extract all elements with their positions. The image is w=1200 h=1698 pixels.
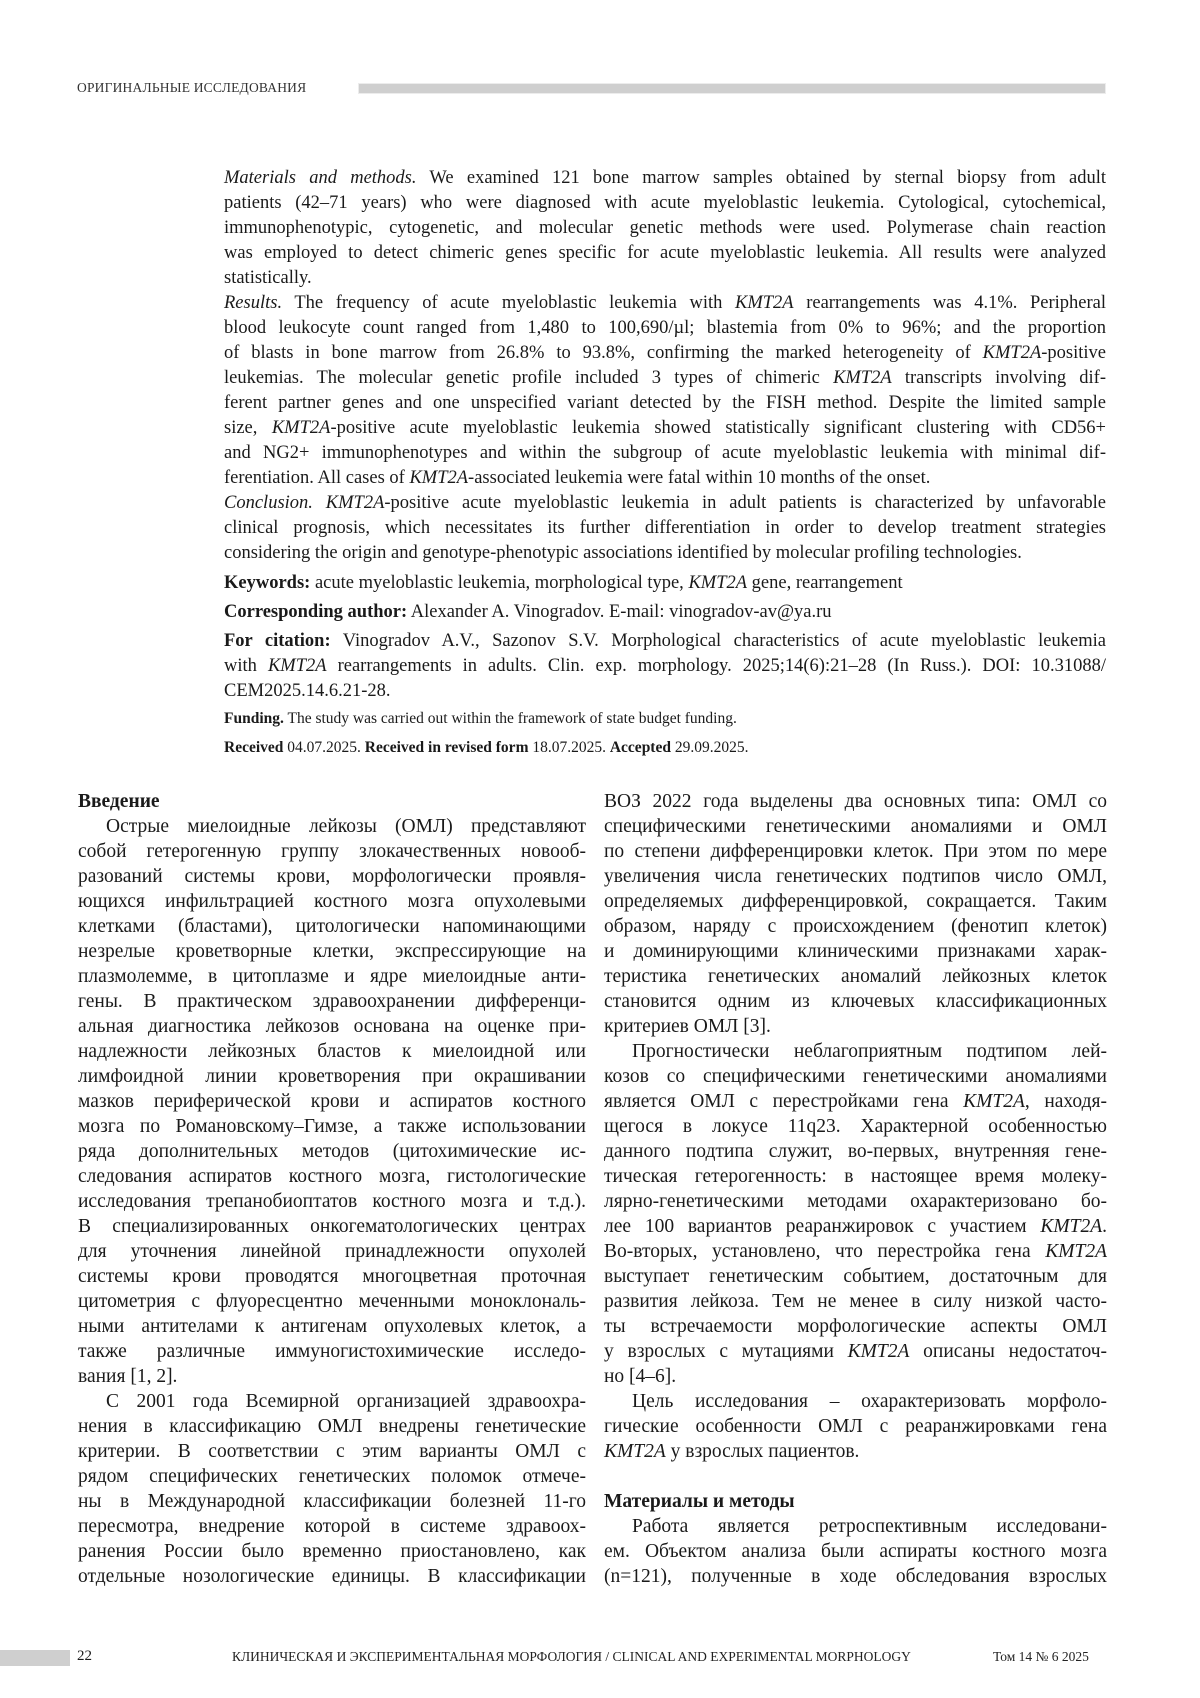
text-line (224, 291, 1106, 316)
body-column-left (78, 789, 586, 1589)
section-heading: Материалы и методы (604, 1489, 1107, 1514)
text-run: отдельные нозологические единицы. В классификации (78, 1566, 586, 1587)
page-number: 22 (77, 1648, 92, 1665)
text-run: по степени дифференцировки клеток. При этом по мере (604, 841, 1107, 862)
text-run: The study was carried out within the framework of state budget funding. (284, 710, 737, 727)
text-line (78, 839, 586, 864)
text-line (224, 466, 1106, 491)
italic-run: KMT2A (268, 656, 327, 676)
corresponding-author (224, 600, 1106, 625)
text-run: gene, rearrangement (747, 573, 903, 593)
italic-run: Materials and methods. (224, 168, 417, 188)
text-run: но [4–6]. (604, 1366, 676, 1387)
text-run: вания [1, 2]. (78, 1366, 177, 1387)
bold-run: For citation: (224, 631, 331, 651)
text-run: мозга по Романовскому–Гимзе, а также использовании (78, 1116, 586, 1137)
text-run: blood leukocyte count ranged from 1,480 to 100,690/µl; blastemia from 0% to 96%; and the proportion (224, 318, 1106, 338)
text-run: у взрослых с мутациями (604, 1341, 848, 1362)
text-run: acute myeloblastic leukemia, morphological type, (310, 573, 688, 593)
paragraph (604, 789, 1107, 1039)
text-run: ferent partner genes and one unspecified variant detected by the FISH method. Despite the limited sample (224, 393, 1106, 413)
text-line (224, 241, 1106, 266)
text-run: альная диагностика лейкозов основана на оценке при- (78, 1016, 586, 1037)
text-run: rearrangements was 4.1%. Peripheral (794, 293, 1106, 313)
text-run: with (224, 656, 268, 676)
text-line (604, 964, 1107, 989)
text-line (224, 516, 1106, 541)
text-line (604, 1339, 1107, 1364)
italic-run: KMT2A (604, 1441, 666, 1462)
text-run: разований системы крови, морфологически проявля- (78, 866, 586, 887)
text-line (224, 341, 1106, 366)
text-line (78, 1314, 586, 1339)
text-line (224, 629, 1106, 654)
text-run: ными антителами к антигенам опухолевых клеток, а (78, 1316, 586, 1337)
text-run: лярно-генетическими методами охарактеризовано бо- (604, 1191, 1107, 1212)
text-line (78, 1439, 586, 1464)
text-run: надлежности лейкозных бластов к миелоидной или (78, 1041, 586, 1062)
text-run: теристика генетических аномалий лейкозных клеток (604, 966, 1107, 987)
text-run: мазков периферической крови и аспиратов костного (78, 1091, 586, 1112)
text-line (78, 914, 586, 939)
text-line (224, 704, 1106, 733)
text-line (78, 1264, 586, 1289)
text-run: системы крови проводятся многоцветная проточная (78, 1266, 586, 1287)
text-line (604, 1064, 1107, 1089)
text-line (224, 600, 1106, 625)
text-run: Цель исследования – охарактеризовать морфоло- (632, 1391, 1107, 1412)
text-run: описаны недостаточ- (909, 1341, 1107, 1362)
text-run: образом, наряду с происхождением (фенотип клеток) (604, 916, 1107, 937)
text-line (604, 1164, 1107, 1189)
keywords (224, 571, 1106, 596)
text-run: -positive acute myeloblastic leukemia in adult patients is characterized by unfavorable (384, 493, 1106, 513)
text-run: 04.07.2025. (283, 739, 364, 756)
text-line (604, 864, 1107, 889)
text-line (78, 939, 586, 964)
italic-run: KMT2A (688, 573, 747, 593)
text-run: patients (42–71 years) who were diagnosed with acute myeloblastic leukemia. Cytological, cytochemical, (224, 193, 1106, 213)
text-run: рядом специфических генетических поломок отмече- (78, 1466, 586, 1487)
text-line (78, 1189, 586, 1214)
text-run: развития лейкоза. Тем не менее в силу низкой часто- (604, 1291, 1107, 1312)
text-line (604, 1314, 1107, 1339)
text-line (78, 1039, 586, 1064)
text-line (604, 1264, 1107, 1289)
bold-run: Keywords: (224, 573, 310, 593)
text-run: 18.07.2025. (528, 739, 609, 756)
footer-rule (0, 1650, 70, 1666)
text-run: ем. Объектом анализа были аспираты костного мозга (604, 1541, 1107, 1562)
text-line (604, 889, 1107, 914)
text-run: плазмолемме, в цитоплазме и ядре миелоидные анти- (78, 966, 586, 987)
header-rule (358, 83, 1106, 94)
text-line (604, 1114, 1107, 1139)
text-line (78, 1539, 586, 1564)
italic-run: KMT2A (848, 1341, 910, 1362)
text-run: Работа является ретроспективным исследовани- (632, 1516, 1107, 1537)
text-run: 29.09.2025. (671, 739, 749, 756)
text-run: определяемых дифференцировкой, сокращается. Таким (604, 891, 1107, 912)
text-run: ранения России было временно приостановлено, как (78, 1541, 586, 1562)
text-run: становится одним из ключевых классификационных (604, 991, 1107, 1012)
text-line (78, 1464, 586, 1489)
text-line (604, 1364, 1107, 1389)
text-line (604, 1389, 1107, 1414)
italic-run: KMT2A (735, 293, 794, 313)
text-line (224, 541, 1106, 566)
text-run: ющихся инфильтрацией костного мозга опухолевыми (78, 891, 586, 912)
bold-run: Received in revised form (365, 739, 529, 756)
text-run: лимфоидной линии кроветворения при окрашивании (78, 1066, 586, 1087)
text-line (78, 864, 586, 889)
text-line (224, 191, 1106, 216)
section-heading: Введение (78, 789, 586, 814)
text-line (78, 1139, 586, 1164)
italic-run: KMT2A (983, 343, 1042, 363)
text-line (78, 814, 586, 839)
text-run: увеличения числа генетических подтипов число ОМЛ, (604, 866, 1107, 887)
text-run: CEM2025.14.6.21-28. (224, 681, 391, 701)
issue-info: Том 14 № 6 2025 (993, 1649, 1089, 1665)
text-line (78, 1239, 586, 1264)
text-line (604, 1564, 1107, 1589)
text-line (78, 1014, 586, 1039)
text-run: leukemias. The molecular genetic profile included 3 types of chimeric (224, 368, 833, 388)
text-run: собой гетерогенную группу злокачественных новооб- (78, 841, 586, 862)
text-run: незрелые кроветворные клетки, экспрессирующие на (78, 941, 586, 962)
text-run: ferentiation. All cases of (224, 468, 409, 488)
text-line (78, 964, 586, 989)
italic-run: Conclusion. (224, 493, 313, 513)
text-run: тическая гетерогенность: в настоящее время молеку- (604, 1166, 1107, 1187)
text-run: пересмотра, внедрение которой в системе здравоох- (78, 1516, 586, 1537)
citation (224, 629, 1106, 704)
text-line (78, 1564, 586, 1589)
text-run: considering the origin and genotype-phenotypic associations identified by molecular profiling technologies. (224, 543, 1022, 563)
text-run: -positive acute myeloblastic leukemia showed statistically significant clustering with CD56+ (330, 418, 1106, 438)
text-line (604, 1014, 1107, 1039)
text-line (224, 366, 1106, 391)
text-line (604, 1089, 1107, 1114)
text-line (604, 789, 1107, 814)
text-run: clinical prognosis, which necessitates its further differentiation in order to develop treatment strategies (224, 518, 1106, 538)
text-run: цитометрия с флуоресцентно меченными моноклональ- (78, 1291, 586, 1312)
text-line (78, 1164, 586, 1189)
received-dates (224, 733, 1106, 762)
paragraph (78, 814, 586, 1389)
text-line (604, 939, 1107, 964)
italic-run: KMT2A (963, 1091, 1025, 1112)
italic-run: KMT2A (272, 418, 331, 438)
abstract (224, 166, 1106, 566)
text-run: Прогностически неблагоприятным подтипом лей- (632, 1041, 1107, 1062)
abstract-conclusion (224, 491, 1106, 566)
text-line (224, 571, 1106, 596)
text-line (78, 1514, 586, 1539)
text-run: of blasts in bone marrow from 26.8% to 93.8%, confirming the marked heterogeneity of (224, 343, 983, 363)
text-run: данного подтипа служит, во-первых, внутренняя гене- (604, 1141, 1107, 1162)
text-run: Vinogradov A.V., Sazonov S.V. Morphological characteristics of acute myeloblastic leukemia (331, 631, 1106, 651)
text-run: щегося в локусе 11q23. Характерной особенностью (604, 1116, 1107, 1137)
bold-run: Corresponding author: (224, 602, 407, 622)
text-line (78, 1214, 586, 1239)
text-line (604, 1214, 1107, 1239)
text-line (78, 1414, 586, 1439)
text-run: ВОЗ 2022 года выделены два основных типа: ОМЛ со (604, 791, 1107, 812)
text-run: критерии. В соответствии с этим варианты ОМЛ с (78, 1441, 586, 1462)
text-line (604, 1414, 1107, 1439)
text-run: козов со специфическими генетическими аномалиями (604, 1066, 1107, 1087)
text-line (604, 989, 1107, 1014)
text-run: -associated leukemia were fatal within 10 months of the onset. (468, 468, 930, 488)
text-run: Острые миелоидные лейкозы (ОМЛ) представляют (106, 816, 586, 837)
text-run: transcripts involving dif- (892, 368, 1106, 388)
text-run: гены. В практическом здравоохранении дифференци- (78, 991, 586, 1012)
text-run: С 2001 года Всемирной организацией здравоохра- (106, 1391, 586, 1412)
paragraph (78, 1389, 586, 1589)
text-run: rearrangements in adults. Clin. exp. morphology. 2025;14(6):21–28 (In Russ.). DOI: 10.31088/ (327, 656, 1106, 676)
text-line (604, 1039, 1107, 1064)
text-line (224, 216, 1106, 241)
abstract-results (224, 291, 1106, 491)
text-run: у взрослых пациентов. (666, 1441, 860, 1462)
text-run: также различные иммуногистохимические исследо- (78, 1341, 586, 1362)
text-run: следования аспиратов костного мозга, гистологические (78, 1166, 586, 1187)
italic-run: KMT2A (326, 493, 385, 513)
funding (224, 704, 1106, 733)
text-line (224, 733, 1106, 762)
text-line (78, 1489, 586, 1514)
text-run: ряда дополнительных методов (цитохимические ис- (78, 1141, 586, 1162)
italic-run: Results. (224, 293, 282, 313)
text-run: size, (224, 418, 272, 438)
journal-title: КЛИНИЧЕСКАЯ И ЭКСПЕРИМЕНТАЛЬНАЯ МОРФОЛОГИЯ / CLINICAL AND EXPERIMENTAL MORPHOLOGY (232, 1649, 911, 1665)
text-line (224, 441, 1106, 466)
italic-run: KMT2A (833, 368, 892, 388)
text-run: для уточнения линейной принадлежности опухолей (78, 1241, 586, 1262)
text-run: и доминирующими клиническими признаками харак- (604, 941, 1107, 962)
text-run: statistically. (224, 268, 312, 288)
text-line (224, 654, 1106, 679)
text-run: ты встречаемости морфологические аспекты ОМЛ (604, 1316, 1107, 1337)
text-line (604, 1439, 1107, 1464)
text-run: В специализированных онкогематологических центрах (78, 1216, 586, 1237)
section-header: ОРИГИНАЛЬНЫЕ ИССЛЕДОВАНИЯ (77, 80, 306, 96)
text-line (604, 1539, 1107, 1564)
text-run: является ОМЛ с перестройками гена (604, 1091, 963, 1112)
paragraph (604, 1389, 1107, 1464)
abstract-materials-and-methods (224, 166, 1106, 291)
text-run: Во-вторых, установлено, что перестройка гена (604, 1241, 1045, 1262)
italic-run: KMT2A (1045, 1241, 1107, 1262)
text-line (224, 679, 1106, 704)
text-line (78, 989, 586, 1014)
body-column-right (604, 789, 1107, 1589)
text-run: . (1102, 1216, 1107, 1237)
text-run: исследования трепанобиоптатов костного мозга и т.д.). (78, 1191, 586, 1212)
paragraph (604, 1039, 1107, 1389)
text-line (78, 1289, 586, 1314)
text-run: -positive (1041, 343, 1106, 363)
text-run (313, 493, 326, 513)
text-run: клетками (бластами), цитологически напоминающими (78, 916, 586, 937)
paragraph (604, 1514, 1107, 1589)
text-line (78, 889, 586, 914)
text-line (224, 491, 1106, 516)
text-line (224, 416, 1106, 441)
text-run: and NG2+ immunophenotypes and within the subgroup of acute myeloblastic leukemia with minimal dif- (224, 443, 1106, 463)
text-run: (n=121), полученные в ходе обследования взрослых (604, 1566, 1107, 1587)
text-run: immunophenotypic, cytogenetic, and molecular genetic methods were used. Polymerase chain reaction (224, 218, 1106, 238)
text-run: Alexander A. Vinogradov. E-mail: vinogradov-av@ya.ru (407, 602, 831, 622)
text-line (224, 316, 1106, 341)
text-line (78, 1339, 586, 1364)
text-run: , находя- (1025, 1091, 1107, 1112)
text-run: специфическими генетическими аномалиями и ОМЛ (604, 816, 1107, 837)
text-run: ны в Международной классификации болезней 11-го (78, 1491, 586, 1512)
italic-run: KMT2A (409, 468, 468, 488)
bold-run: Accepted (610, 739, 671, 756)
text-run: нения в классификацию ОМЛ внедрены генетические (78, 1416, 586, 1437)
text-line (78, 1114, 586, 1139)
text-run: We examined 121 bone marrow samples obtained by sternal biopsy from adult (417, 168, 1107, 188)
text-run: гические особенности ОМЛ с реаранжировками гена (604, 1416, 1107, 1437)
article-meta (224, 571, 1106, 762)
text-line (604, 914, 1107, 939)
text-line (78, 1089, 586, 1114)
text-line (604, 1139, 1107, 1164)
paragraph-gap (604, 1464, 1107, 1489)
text-run: The frequency of acute myeloblastic leukemia with (282, 293, 735, 313)
text-line (224, 166, 1106, 191)
text-line (78, 1364, 586, 1389)
text-line (604, 1289, 1107, 1314)
text-line (604, 1514, 1107, 1539)
text-run: выступает генетическим событием, достаточным для (604, 1266, 1107, 1287)
text-line (604, 1189, 1107, 1214)
text-line (78, 1064, 586, 1089)
text-line (604, 1239, 1107, 1264)
text-line (604, 839, 1107, 864)
italic-run: KMT2A (1040, 1216, 1102, 1237)
text-line (78, 1389, 586, 1414)
text-run: was employed to detect chimeric genes specific for acute myeloblastic leukemia. All results were analyzed (224, 243, 1106, 263)
text-run: критериев ОМЛ [3]. (604, 1016, 771, 1037)
text-line (224, 266, 1106, 291)
bold-run: Received (224, 739, 283, 756)
text-run: лее 100 вариантов реаранжировок с участием (604, 1216, 1040, 1237)
bold-run: Funding. (224, 710, 284, 727)
text-line (604, 814, 1107, 839)
text-line (224, 391, 1106, 416)
